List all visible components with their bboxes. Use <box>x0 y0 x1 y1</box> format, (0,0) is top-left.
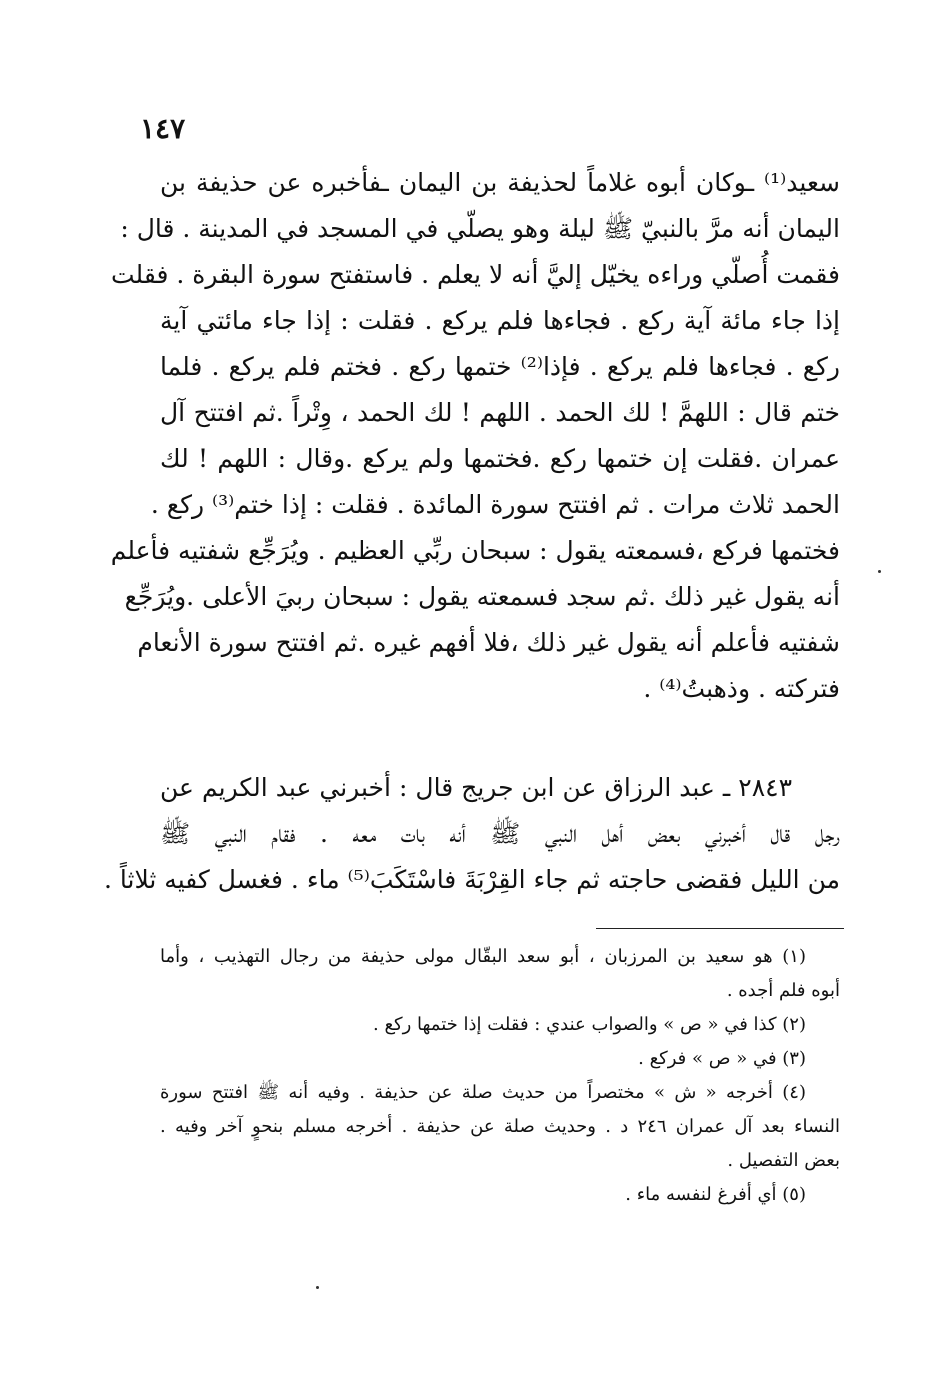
footnote-4-line: النساء بعد آل عمران ٢٤٦ د . وحديث صلة عن حذيفة . أخرجه مسلم بنحوٍ آخر وفيه . <box>160 1116 841 1137</box>
footnote-4-line: بعض التفصيل . <box>727 1150 840 1171</box>
main-text-line: إذا جاء مائة آية ركع . فجاءها فلم يركع . فقلت : إذا جاء مائتي آية <box>160 306 840 335</box>
main-text-line: سعيد⁽¹⁾ ـوكان أبوه غلاماً لحذيفة بن اليمان ـفأخبره عن حذيفة بن <box>160 168 840 197</box>
main-text-line: اليمان أنه مرَّ بالنبيّ ﷺ ليلة وهو يصلّي في المسجد في المدينة . قال : <box>120 214 840 243</box>
page-number: ١٤٧ <box>140 112 186 145</box>
main-text-line: ختم قال : اللهمَّ ! لك الحمد . اللهم ! لك الحمد ، وِتْراً .ثم افتتح آل <box>160 398 840 427</box>
main-text-line: أنه يقول غير ذلك .ثم سجد فسمعته يقول : سبحان ربيَ الأعلى .ويُرَجِّع <box>124 582 840 611</box>
footnote-2: (٢) كذا في « ص » والصواب عندي : فقلت إذا ختمها ركع . <box>373 1014 806 1035</box>
footnote-3: (٣) في « ص » فركع . <box>638 1048 806 1069</box>
footnote-5: (٥) أي أفرغ لنفسه ماء . <box>625 1184 806 1205</box>
footnote-1-line: أبوه فلم أجده . <box>726 980 840 1001</box>
main-text-line: فقمت أُصلّي وراءه يخيّل إليَّ أنه لا يعلم . فاستفتح سورة البقرة . فقلت <box>111 260 840 289</box>
hadith-line: ٢٨٤٣ ـ عبد الرزاق عن ابن جريج قال : أخبرني عبد الكريم عن <box>160 773 792 802</box>
scan-speck <box>316 1286 319 1289</box>
main-text-line: فتركته . وذهبتُ⁽⁴⁾ . <box>643 674 840 703</box>
main-text-line: عمران .فقلت إن ختمها ركع .فختمها ولم يركع .وقال : اللهم ! لك <box>160 444 840 473</box>
scan-speck <box>878 570 881 573</box>
footnote-4-line: (٤) أخرجه « ش » مختصراً من حديث صلة عن حذيفة . وفيه أنه ﷺ افتتح سورة <box>160 1082 806 1103</box>
main-text-line: الحمد ثلاث مرات . ثم افتتح سورة المائدة . فقلت : إذا ختم⁽³⁾ ركع . <box>150 490 840 519</box>
hadith-line: من الليل فقضى حاجته ثم جاء القِرْبَةَ فاسْتَكَبَ⁽⁵⁾ ماء . فغسل كفيه ثلاثاً . <box>104 865 840 894</box>
hadith-2843-block <box>104 765 840 903</box>
footnote-1-line: (١) هو سعيد بن المرزبان ، أبو سعد البقّال مولى حذيفة من رجال التهذيب ، وأما <box>160 946 806 967</box>
main-text-line: شفتيه فأعلم أنه يقول غير ذلك ،فلا أفهم غيره .ثم افتتح سورة الأنعام <box>137 628 840 657</box>
hadith-line: رجل قال أخبرني بعض أهل النبي ﷺ أنه بات معه . فقام النبي ﷺ <box>160 819 840 848</box>
footnotes-block <box>160 940 840 1212</box>
main-text-line: فختمها فركع ،فسمعته يقول : سبحان ربِّي العظيم . ويُرَجِّع شفتيه فأعلم <box>110 536 840 565</box>
main-text-block <box>110 160 840 712</box>
main-text-line: ركع . فجاءها فلم يركع . فإذا⁽²⁾ ختمها ركع . فختم فلم يركع . فلما <box>160 352 840 381</box>
footnote-divider <box>596 928 844 929</box>
